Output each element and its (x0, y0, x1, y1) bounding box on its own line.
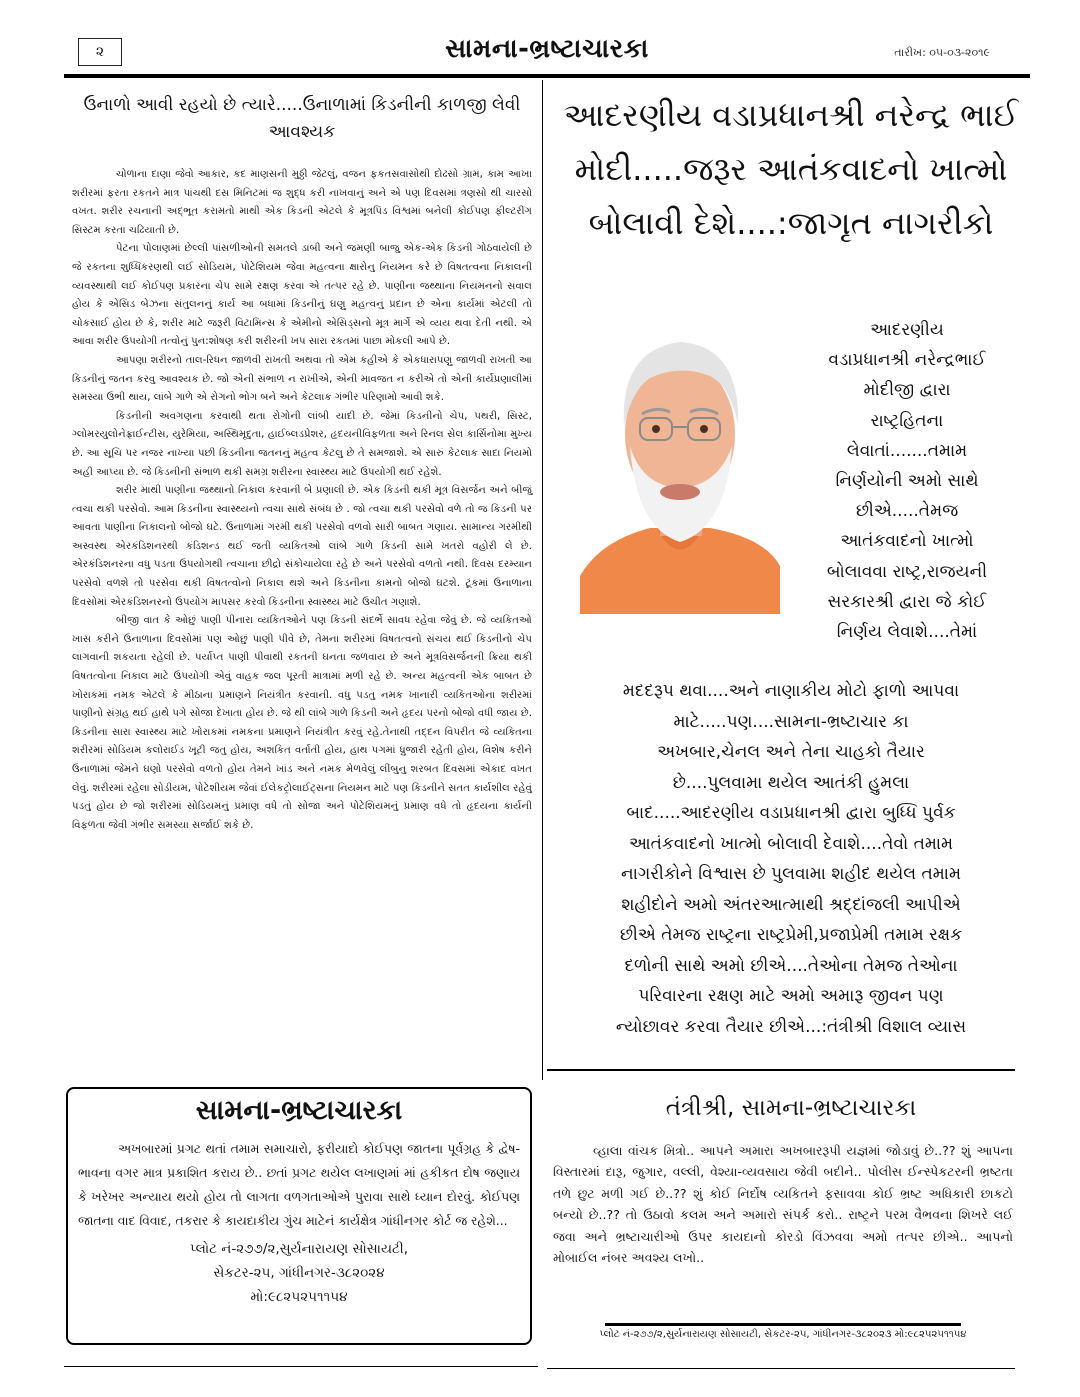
photo-side-text (782, 315, 1032, 647)
main-line: અખબાર,ચેનલ અને તેના ચાહકો તૈયાર (657, 742, 925, 762)
section-rule (547, 1069, 1015, 1071)
main-line: મદદરૂપ થવા....અને નાણાકીય મોટો ફાળો આપવા (622, 681, 960, 701)
editor-note-body: વ્હાલા વાંચક મિત્રો.. આપને અમારા અખબારરૂપી યજ્ઞમાં જોડાવું છે..?? શું આપના વિસ્તારમાં દારૂ, જુગાર, વલ્લી, વેશ્યા-વ્યવસાય જેવી બદીને.. પોલીસ ઈન્સ્પેકટરની ભ્રષ્ટતા તળે છુટ મળી ગઈ છે..?? શું કોઈ નિર્દોષ વ્યકિતને ફસાવવા કોઈ ભ્રષ્ટ અધિકારી છાકટો બન્યો છે..?? તો ઉઠાવો કલમ અને અમારો સંપર્ક કરો.. રાષ્ટ્રને પરમ વૈભવના શિખરે લઈ જવા અને ભ્રષ્ટાચારીઓ ઉપર કાયદાનો કોરડો વિંઝવવા અમો તત્પર છીએ.. આપનો મોબાઈલ નંબર અવશ્ય લખો.. (553, 1143, 1013, 1266)
masthead-rule (64, 74, 1030, 78)
side-line: બોલાવવા રાષ્ટ્ર,રાજયની (826, 561, 988, 582)
portrait-photo (580, 306, 780, 614)
headline: આદરણીય વડાપ્રધાનશ્રી નરેન્દ્ર ભાઈ મોદી.....જરૂર આતંકવાદનો ખાત્મો બોલાવી દેશે....:જાગૃત નાગરીકો (563, 96, 1019, 242)
article-body (72, 166, 532, 835)
article-paragraph: કિડનીની અવગણના કરવાથી થતા રોગોની લાંબી યાદી છે. જેમાં કિડનીનો ચેપ, પથરી, સિસ્ટ, ગ્લોમરયુલોનેફ્રાઈન્ટીસ, યુરેમિયા, અસ્થિમૃદુતા, હાઈબ્લડપ્રેશર, હૃદયનીવિફળતા અને રિનલ સેલ કાર્સિનોમા મુખ્ય છે. આ સૂચિ પર નજર નાખ્યા પછી કિડનીના જતનનું મહત્વ કેટલુ છે તે સમજાશે. એ સારું કેટલાક સાદા નિયમો અહી આપ્યા છે. જે કિડનીની સંભાળ થકી સમગ્ર શરીરના સ્વાસ્થ્ય માટે ઉપયોગી થઈ રહેશે. (72, 410, 532, 478)
main-line: શહીદોને અમો અંતરઆત્માથી શ્રદ્દાંજલી આપીએ (621, 894, 961, 915)
side-line: છીએ.....તેમજ (855, 501, 959, 522)
footer-address: પ્લોટ નં-૨૭૭/૨,સુર્યનારાયણ સોસાયટી, સેકટર-૨૫, ગાંધીનગર-૩૮૨૦૨૩ મો:૯૮૨૫૨૫૧૧૫૪ (599, 1329, 967, 1340)
side-line: લેવાતાં.......તમામ (846, 440, 968, 461)
address-line: પ્લોટ નં-૨૭૭/૨,સુર્યનારાયણ સોસાયટી, (189, 1241, 409, 1257)
main-line: બાદ.....આદરણીય વડાપ્રધાનશ્રી દ્વારા બુધ્ધિ પુર્વક (626, 803, 956, 823)
article-paragraph: શરીર માથી પાણીના જથ્થાનો નિકાલ કરવાની બે પ્રણાલી છે. એક કિડની થકી મૂત્ર વિસર્જન અને બીજું ત્વચા થકી પરસેવો. આમ કિડનીના સ્વાસ્થ્યનો ત્વચા સાથે સંબંધ છે . જો ત્વચા થકી પરસેવો વળે તો જ કિડની પર આવતા પાણીના નિકાલનો બોજો ઘટે. ઉનાળામાં ગરમી થકી પરસેવો વળવો સારી બાબત ગણાય. સામાન્ય ગરમીથી અસ્વસ્થ એરકંડિશનરથી કંડિશન્ડ થઈ જતી વ્યકિતઓ લાંબે ગાળે કિડની સામે ખતરો વહોરી લે છે. એરકંડિશનરના વધુ પડતા ઉપયોગથી ત્વચાના છીદ્રો સંકોચાયેલા રહે છે અને પરસેવો વળતો નથી. દિવસ દરમ્યાન પરસેવો વળશે તો પરસેવા થકી વિષતત્વોનો નિકાલ થશે અને કિડનીના કામનો બોજો ઘટશે. ટૂંકમાં ઉનાળાના દિવસોમાં એરકંડિશનરનો ઉપયોગ માપસર કરવો કિડનીના સ્વાસ્થ્ય માટે ઉચીત ગણાશે. (72, 485, 532, 608)
disclaimer-address (78, 1237, 520, 1309)
bottom-rule (547, 1368, 1015, 1369)
newspaper-name: સામના-ભ્રષ્ટાચારકા (445, 34, 649, 64)
main-line: છે....પુલવામા થયેલ આતંકી હુમલા (672, 772, 910, 793)
disclaimer-title: સામના-ભ્રષ્ટાચારકા (195, 1095, 403, 1126)
main-line: નાગરીકોને વિશ્વાસ છે પુલવામા શહીદ થયેલ તમામ (621, 864, 961, 884)
article-paragraph: બીજી વાત કે ઓછું પાણી પીનારા વ્યકિતઓને પણ કિડની સંદર્ભે સાવધ રહેવા જેવું છે. જે વ્યકિતઓ ખાસ કરીને ઉનાળાના દિવસોમાં પણ ઓછું પાણી પીવે છે, તેમના શરીરમાં વિષતત્વનો સંચય થઈ કિડનીનો ચેપ લાગવાની શકયતા રહેલી છે. પર્યાપ્ત પાણી પીવાથી રકતની ઘનતા જળવાય છે અને મૂત્રવિસર્જનની ક્રિયા થકી વિષતત્વોના નિકાલ માટે ઉપયોગી એવું વાહક જલ પૂરતી માત્રામાં મળી રહે છે. અન્ય મહત્વની એક બાબત છે ખોરાકમાં નમક એટલે કે મીઠાના પ્રમાણને નિયંત્રીત કરવાની. વધુ પડતુ નમક ખાનારી વ્યકિતઓના શરીરમાં પાણીનો સંગ્રહ થઈ હાથે પગે સોજા દેખાતા હોય છે. જે થી લાંબે ગાળે કિડની અને હૃદય પરનો બોજો વધી જાય છે. કિડનીના સારા સ્વાસ્થ્ય માટે ખોરાકમાં નમકના પ્રમાણને નિયંત્રીત કરવું રહે.તેનાથી તદ્દન વિપરીત જે વ્યકિતના શરીરમાં સોડિયમ કલોરાઈડ ખૂટી જતુ હોય, અશકિત વર્તાતી હોય, હાથ પગમાં ધ્રુજારી રહેતી હોય, વિશેષ કરીને ઉનાળામાં જેમને ઘણો પરસેવો વળતો હોય તેમને ખાંડ અને નમક મેળવેલું લીંબુનુ શરબત દિવસમાં એકાદ વખત લેવું. શરીરમાં રહેલા સોડીયમ, પોટેશીયમ જેવાં ઈલેકટ્રોલાઈટ્‌સના નિયમન માટે પણ કિડનીને સતત કાર્યશીલ રહેવું પડતું હોય છે જો શરીરમાં સોડિયમનું પ્રમાણ વધે તો સોજા અને પોટેશિયમનું પ્રમાણ વધે તો હૃદયના કાર્યની વિફળતા જેવી ગંભીર સમસ્યા સર્જાઈ શકે છે. (72, 615, 532, 831)
side-line: રાષ્ટ્રહિતના (870, 410, 944, 431)
address-line: સેકટર-૨૫, ગાંધીનગર-૩૮૨૦૨૪ (213, 1265, 385, 1281)
side-line: મોદીજી દ્વારા (863, 380, 951, 401)
bottom-rule (64, 1366, 538, 1367)
article-continuation (556, 676, 1026, 1042)
article-paragraph: ચોળાના દાણા જેવો આકાર, કદ માણસની મુઠ્ઠી જેટલું, વજન ફકતસવાસોથી દોઢસો ગ્રામ, કામ આખા શરીરમાં ફરતા રકતને માત્ર પાંચથી દસ મિનિટમાં જ શુદ્ધ કરી નાખવાનું અને એ પણ દિવસમાં ત્રણસો થી ચારસો વખત. શરીર રચનાની અદ્‌ભૂત કરામતો માથી એક કિડની એટલે કે મૂત્રપિંડ વિશ્વમાં બનેલી કોઈપણ ફીલ્ટરીંગ સિસ્ટમ કરતા ચઢિયાતી છે. (72, 169, 532, 236)
side-line: સરકારશ્રી દ્વારા જે કોઈ (827, 591, 987, 612)
main-line: છીએ તેમજ રાષ્ટ્રના રાષ્ટ્રપ્રેમી,પ્રજાપ્રેમી તમામ રક્ષક (619, 925, 963, 945)
disclaimer-box (66, 1087, 532, 1345)
main-line: પરિવારના રક્ષણ માટે અમો અમારૂ જીવન પણ (638, 986, 944, 1006)
footer-rule (605, 1323, 961, 1326)
main-line: દળોની સાથે અમો છીએ....તેઓના તેમજ તેઓના (624, 955, 958, 976)
article-paragraph: પેટના પોલાણમાં છેલ્લી પાંસળીઓની સમતલે ડાબી અને જમણી બાજુ એક-એક કિડની ગોઠવાયેલી છે જે રકતના શુધ્ધિકરણથી લઈ સોડિયમ, પોટેશિયમ જેવા મહત્વના ક્ષારોનુ નિયમન કરે છે વિષતત્વના નિકાલની વ્યવસ્થાથી લઈ કોઈપણ પ્રકારના ચેપ સામે રક્ષણ કરવા એ તત્પર રહે છે. પાણીના જથ્થાના નિયમનનો સવાલ હોય કે એસિડ બેઝના સંતુલનનું કાર્ય આ બધામાં કિડનીનું ઘણુ મહત્વનું પ્રદાન છે એના કાર્યમાં એટલી તો ચોકસાઈ હોય છે કે, શરીર માટે જરૂરી વિટામિન્સ કે એમીનો એસિડ્‌સનો મૂત્ર માર્ગે એ વ્યય થવા દેતી નથી. એ આવા શરીર ઉપયોગી તત્વોનું પુન:શોષણ કરી શરીરની ખપ સારા રકતમાં પાછા મોકલી આપે છે. (72, 243, 532, 348)
side-line: આદરણીય (870, 320, 944, 340)
side-line: આતંકવાદનો ખાત્મો (840, 531, 974, 552)
main-line: માટે.....પણ....સામના-ભ્રષ્ટાચાર કા (673, 711, 909, 732)
disclaimer-text: અખબારમાં પ્રગટ થતાં તમામ સમાચારો, ફરીયાદો કોઈપણ જાતના પૂર્વગ્રહ કે દ્વેષ-ભાવના વગર માત્ર પ્રકાશિત કરાય છે.. છતાં પ્રગટ થયેલ લખાણમાં માં હકીકત દોષ જણાય કે ખરેખર અન્યાય થયો હોય તો લાગતા વળગતાઓએ પુરાવા સાથે ધ્યાન દોરવું. કોઈપણ જાતના વાદ વિવાદ, તકરાર કે કાયદાકીય ગુંચ માટેનં કાર્યક્ષેત્ર ગાંધીનગર કોર્ટ જ રહેશે... (78, 1141, 520, 1228)
column-divider (542, 80, 543, 1080)
side-line: વડાપ્રધાનશ્રી નરેન્દ્રભાઈ (828, 350, 986, 371)
issue-date: તારીખ: ૦૫-૦૩-૨૦૧૯ (894, 46, 990, 59)
masthead (64, 34, 1030, 76)
main-line: ન્યોછાવર કરવા તૈયાર છીએ...:તંત્રીશ્રી વિશાલ વ્યાસ (615, 1016, 967, 1037)
page-number: ૨ (78, 38, 122, 66)
portrait-photo-icon (580, 306, 780, 614)
article-paragraph: આપણા શરીરનો તાલ-રિધન જાળવી રાખતી અથવા તો એમ કહીએ કે એકધારાપણુ જાળવી રાખતી આ કિડનીનું જતન કરવુ આવશ્યક છે. જો એની સંભાળ ન રાખીએ, એની માવજત ન કરીએ તો એની કાર્યપ્રણાલીમાં સમસ્યા ઉભી થાય, લાંબે ગાળે એ રોગનો ભોગ બને અને કેટલાક ગંભીર પરિણામો આવી શકે. (72, 354, 532, 404)
main-line: આતંકવાદનો ખાત્મો બોલાવી દેવાશે....તેવો તમામ (628, 833, 954, 854)
article-title: ઉનાળો આવી રહયો છે ત્યારે.....ઉનાળામાં કિડનીની કાળજી લેવી આવશ્યક (83, 95, 521, 142)
kidney-article (72, 92, 532, 835)
phone-line: મો:૯૮૨૫૨૫૧૧૫૪ (250, 1289, 348, 1305)
editor-note-title: તંત્રીશ્રી, સામના-ભ્રષ્ટાચારકા (665, 1095, 917, 1121)
side-line: નિર્ણય લેવાશે....તેમાં (836, 622, 978, 643)
side-line: નિર્ણયોની અમો સાથે (835, 471, 979, 492)
